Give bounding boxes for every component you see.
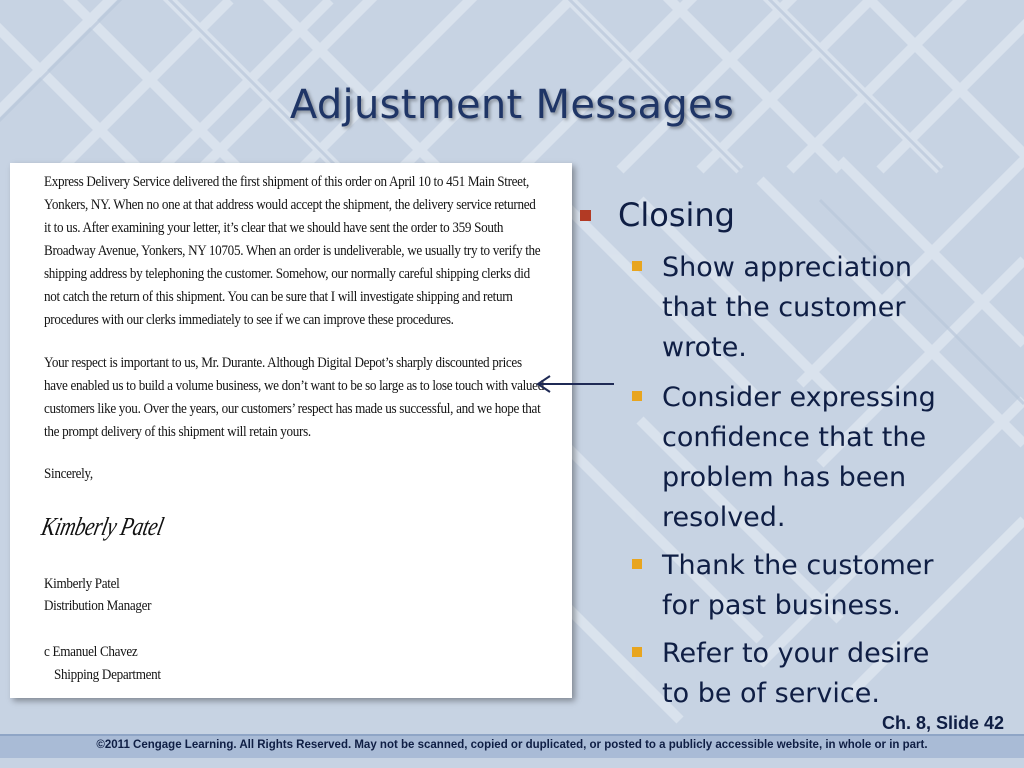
bullet-text	[662, 248, 982, 368]
cc-line: c Emanuel Chavez	[44, 644, 138, 660]
bullet-text: Closing	[618, 196, 735, 234]
signer-title: Distribution Manager	[44, 598, 152, 614]
letter-line: Your respect is important to us, Mr. Durante. Although Digital Depot’s sharply discounted prices	[44, 355, 522, 371]
bullet-text	[662, 378, 982, 538]
letter-line: Broadway Avenue, Yonkers, NY 10705. When an order is undeliverable, we usually try to verify the	[44, 243, 541, 259]
letter-line: Express Delivery Service delivered the first shipment of this order on April 10 to 451 Main Street,	[44, 174, 530, 190]
letter-line: procedures with our clerks immediately to see if we can improve these procedures.	[44, 312, 454, 328]
bullet-line: confidence that the	[662, 422, 927, 453]
arrow-pointer-icon	[534, 372, 616, 396]
cc-department: Shipping Department	[54, 667, 161, 683]
letter-excerpt	[10, 163, 572, 698]
signer-name: Kimberly Patel	[44, 576, 120, 592]
slide-number: Ch. 8, Slide 42	[881, 713, 1004, 733]
bullet-text	[662, 634, 982, 714]
slide-title: Adjustment Messages	[289, 82, 735, 128]
letter-line: it to us. After examining your letter, it’s clear that we should have sent the order to 359 South	[44, 220, 504, 236]
bullet-line: Refer to your desire	[662, 638, 930, 669]
bullet-line: Consider expressing	[662, 382, 936, 413]
bullet-line: that the customer	[662, 292, 906, 323]
letter-line: Yonkers, NY. When no one at that address would accept the shipment, the delivery service returned	[44, 197, 536, 213]
bullet-line: Thank the customer	[662, 550, 934, 581]
bullet-text	[662, 546, 982, 626]
bullet-line: to be of service.	[662, 678, 880, 709]
bullet-line: resolved.	[662, 502, 786, 533]
bullet-line: for past business.	[662, 590, 901, 621]
letter-line: customers like you. Over the years, our customers’ respect has made us successful, and we hope that	[44, 401, 541, 417]
handwritten-signature: Kimberly Patel	[38, 512, 167, 541]
bullet-line: Show appreciation	[662, 252, 912, 283]
letter-line: have enabled us to build a volume business, we don’t want to be so large as to lose touch with valued	[44, 378, 544, 394]
square-bullet-icon	[632, 391, 642, 401]
square-bullet-icon	[632, 647, 642, 657]
letter-closing: Sincerely,	[44, 466, 93, 482]
letter-line: not catch the return of this shipment. You can be sure that I will investigate shipping and return	[44, 289, 513, 305]
bullet-line: problem has been	[662, 462, 907, 493]
letter-line: shipping address by telephoning the customer. Somehow, our normally careful shipping clerks did	[44, 266, 530, 282]
letter-line: the prompt delivery of this shipment will retain yours.	[44, 424, 311, 440]
square-bullet-icon	[632, 559, 642, 569]
bullet-line: wrote.	[662, 332, 747, 363]
copyright-notice: ©2011 Cengage Learning. All Rights Reserved. May not be scanned, copied or duplicated, or posted to a publicly accessible website, in whole or in part.	[96, 739, 928, 751]
square-bullet-icon	[632, 261, 642, 271]
square-bullet-icon	[580, 210, 591, 221]
